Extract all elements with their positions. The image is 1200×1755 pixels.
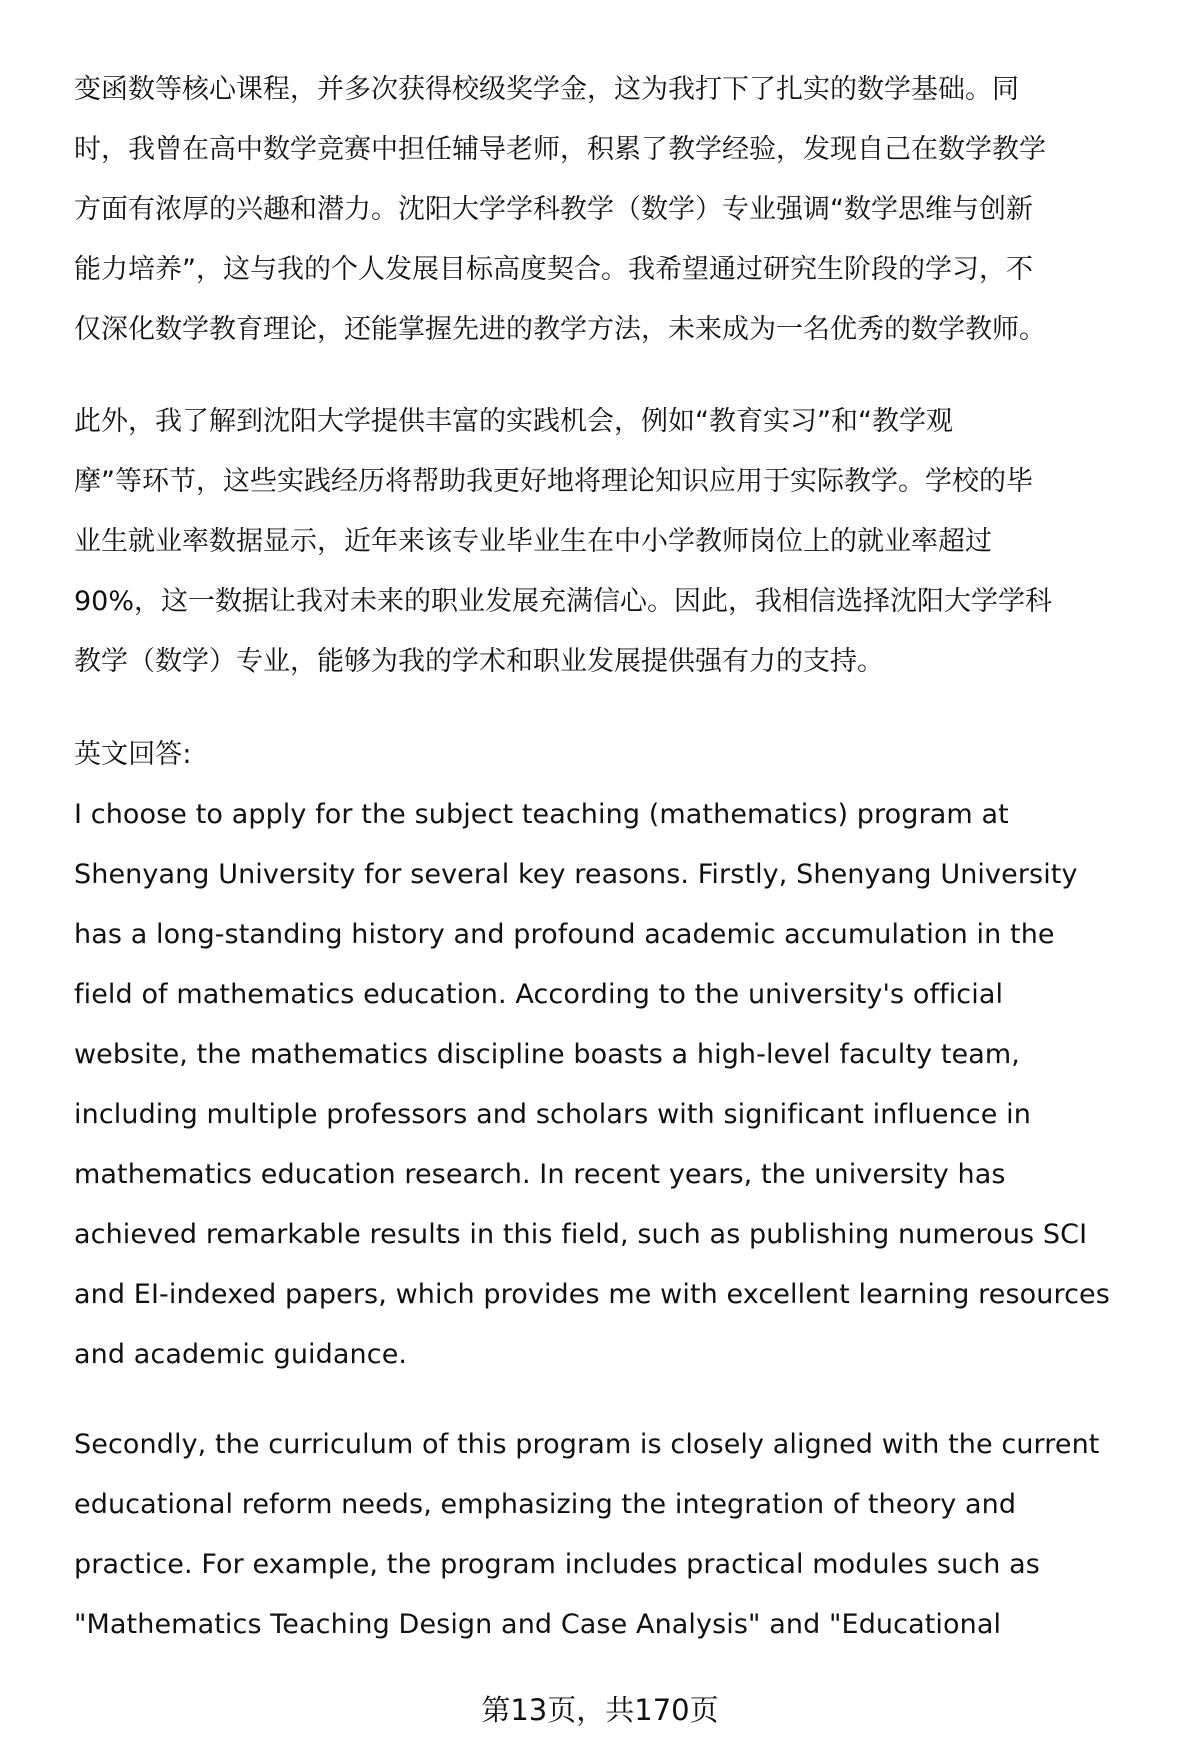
text-line: 教学（数学）专业，能够为我的学术和职业发展提供强有力的支持。 xyxy=(74,646,884,677)
page-number: 第13页，共170页 xyxy=(481,1693,719,1727)
text-line: 摩”等环节，这些实践经历将帮助我更好地将理论知识应用于实际教学。学校的毕 xyxy=(74,466,1033,497)
paragraph-4 xyxy=(74,1415,1160,1655)
paragraph-1 xyxy=(74,60,1160,360)
text-line: 变函数等核心课程，并多次获得校级奖学金，这为我打下了扎实的数学基础。同 xyxy=(74,74,1019,105)
text-line: 此外，我了解到沈阳大学提供丰富的实践机会，例如“教育实习”和“教学观 xyxy=(74,406,953,437)
text-line: and academic guidance. xyxy=(74,1339,408,1370)
text-line: 能力培养”，这与我的个人发展目标高度契合。我希望通过研究生阶段的学习，不 xyxy=(74,254,1033,285)
paragraph-2 xyxy=(74,392,1160,692)
text-line: and EI-indexed papers, which provides me with excellent learning resources xyxy=(74,1279,1110,1310)
text-line: 业生就业率数据显示，近年来该专业毕业生在中小学教师岗位上的就业率超过 xyxy=(74,526,992,557)
text-line: "Mathematics Teaching Design and Case Analysis" and "Educational xyxy=(74,1609,1002,1640)
text-line: 时，我曾在高中数学竞赛中担任辅导老师，积累了教学经验，发现自己在数学教学 xyxy=(74,134,1046,165)
text-line: Shenyang University for several key reasons. Firstly, Shenyang University xyxy=(74,859,1078,890)
text-line: including multiple professors and scholars with significant influence in xyxy=(74,1099,1031,1130)
text-line: educational reform needs, emphasizing the integration of theory and xyxy=(74,1489,1017,1520)
text-line: Secondly, the curriculum of this program is closely aligned with the current xyxy=(74,1429,1100,1460)
text-line: I choose to apply for the subject teaching (mathematics) program at xyxy=(74,799,1009,830)
text-line: 仅深化数学教育理论，还能掌握先进的教学方法，未来成为一名优秀的数学教师。 xyxy=(74,314,1046,345)
text-line: achieved remarkable results in this field, such as publishing numerous SCI xyxy=(74,1219,1088,1250)
text-line: 方面有浓厚的兴趣和潜力。沈阳大学学科教学（数学）专业强调“数学思维与创新 xyxy=(74,194,1033,225)
text-line: 90%，这一数据让我对未来的职业发展充满信心。因此，我相信选择沈阳大学学科 xyxy=(74,586,1053,617)
text-line: mathematics education research. In recent years, the university has xyxy=(74,1159,1006,1190)
paragraph-english-answer xyxy=(74,725,1160,1385)
text-line: field of mathematics education. According to the university's official xyxy=(74,979,1004,1010)
text-line: practice. For example, the program includes practical modules such as xyxy=(74,1549,1040,1580)
text-line: has a long-standing history and profound academic accumulation in the xyxy=(74,919,1055,950)
text-line: website, the mathematics discipline boasts a high-level faculty team, xyxy=(74,1039,1020,1070)
text-line: 英文回答: xyxy=(74,739,192,770)
